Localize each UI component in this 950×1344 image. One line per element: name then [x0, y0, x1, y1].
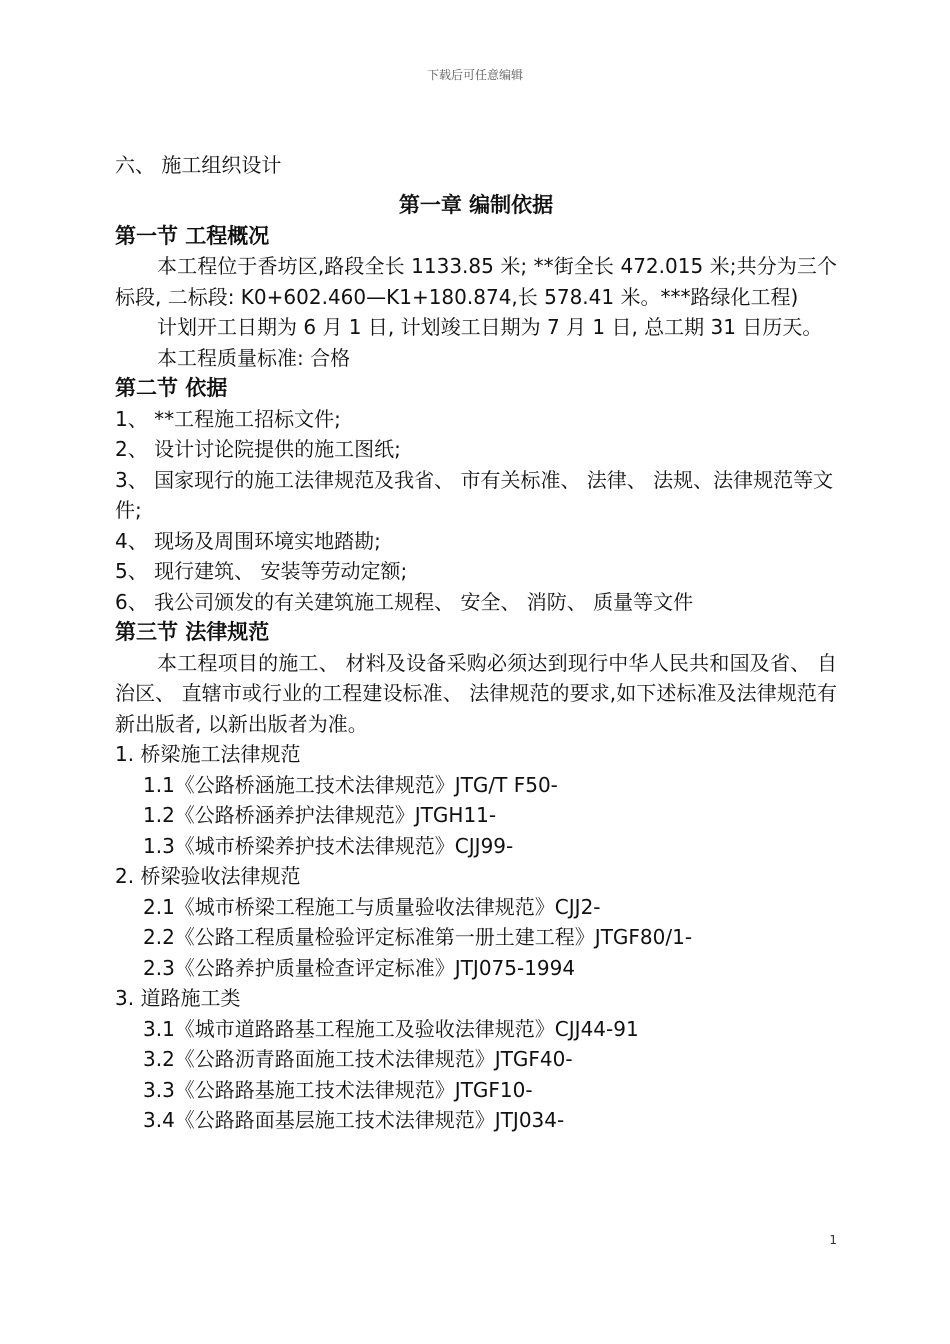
section-title: 第三节 法律规范 — [115, 620, 270, 644]
group-title: 3. 道路施工类 — [115, 986, 241, 1010]
paragraph: 计划开工日期为 6 月 1 日, 计划竣工日期为 7 月 1 日, 总工期 31 日历天。 — [157, 315, 823, 339]
page-header: 下载后可任意编辑 — [426, 68, 523, 82]
list-item: 2.2《公路工程质量检验评定标准第一册土建工程》JTGF80/1- — [143, 925, 693, 949]
part-title: 六、 施工组织设计 — [115, 153, 282, 177]
group-title: 1. 桥梁施工法律规范 — [115, 742, 301, 766]
list-item: 1.3《城市桥梁养护技术法律规范》CJJ99- — [143, 833, 514, 858]
section-title: 第二节 依据 — [115, 376, 228, 400]
list-item: 3.2《公路沥青路面施工技术法律规范》JTGF40- — [143, 1047, 573, 1071]
list-item: 3.1《城市道路路基工程施工及验收法律规范》CJJ44-91 — [143, 1016, 639, 1041]
list-item: 1、 **工程施工招标文件; — [115, 406, 341, 431]
group-title: 2. 桥梁验收法律规范 — [115, 864, 301, 888]
list-item: 2.3《公路养护质量检查评定标准》JTJ075-1994 — [143, 955, 576, 980]
list-item: 6、 我公司颁发的有关建筑施工规程、 安全、 消防、 质量等文件 — [115, 589, 694, 614]
list-item: 1.1《公路桥涵施工技术法律规范》JTG/T F50- — [143, 772, 558, 797]
list-item: 2.1《城市桥梁工程施工与质量验收法律规范》CJJ2- — [143, 894, 601, 919]
paragraph: 本工程项目的施工、 材料及设备采购必须达到现行中华人民共和国及省、 自治区、 直辖市或行业的工程建设标准、 法律规范的要求,如下述标准及法律规范有新出版者, 以新出版者为准。 — [115, 650, 837, 736]
list-item: 3、 国家现行的施工法律规范及我省、 市有关标准、 法律、 法规、法律规范等文件; — [115, 467, 834, 522]
section-title: 第一节 工程概况 — [115, 223, 270, 248]
document-body — [115, 150, 837, 1136]
list-item: 2、 设计讨论院提供的施工图纸; — [115, 437, 401, 461]
paragraph: 本工程质量标准: 合格 — [157, 345, 351, 370]
chapter-title: 第一章 编制依据 — [398, 192, 554, 217]
list-item: 3.3《公路路基施工技术法律规范》JTGF10- — [143, 1077, 533, 1102]
list-item: 1.2《公路桥涵养护法律规范》JTGH11- — [143, 803, 497, 827]
paragraph: 本工程位于香坊区,路段全长 1133.85 米; **街全长 472.015 米;共分为三个标段, 二标段: K0+602.460—K1+180.874,长 578.41 米。***路绿化工程) — [115, 254, 837, 309]
list-item: 5、 现行建筑、 安装等劳动定额; — [115, 559, 408, 583]
list-item: 3.4《公路路面基层施工技术法律规范》JTJ034- — [143, 1108, 565, 1132]
page-number: 1 — [829, 1233, 837, 1247]
list-item: 4、 现场及周围环境实地踏勘; — [115, 528, 381, 553]
